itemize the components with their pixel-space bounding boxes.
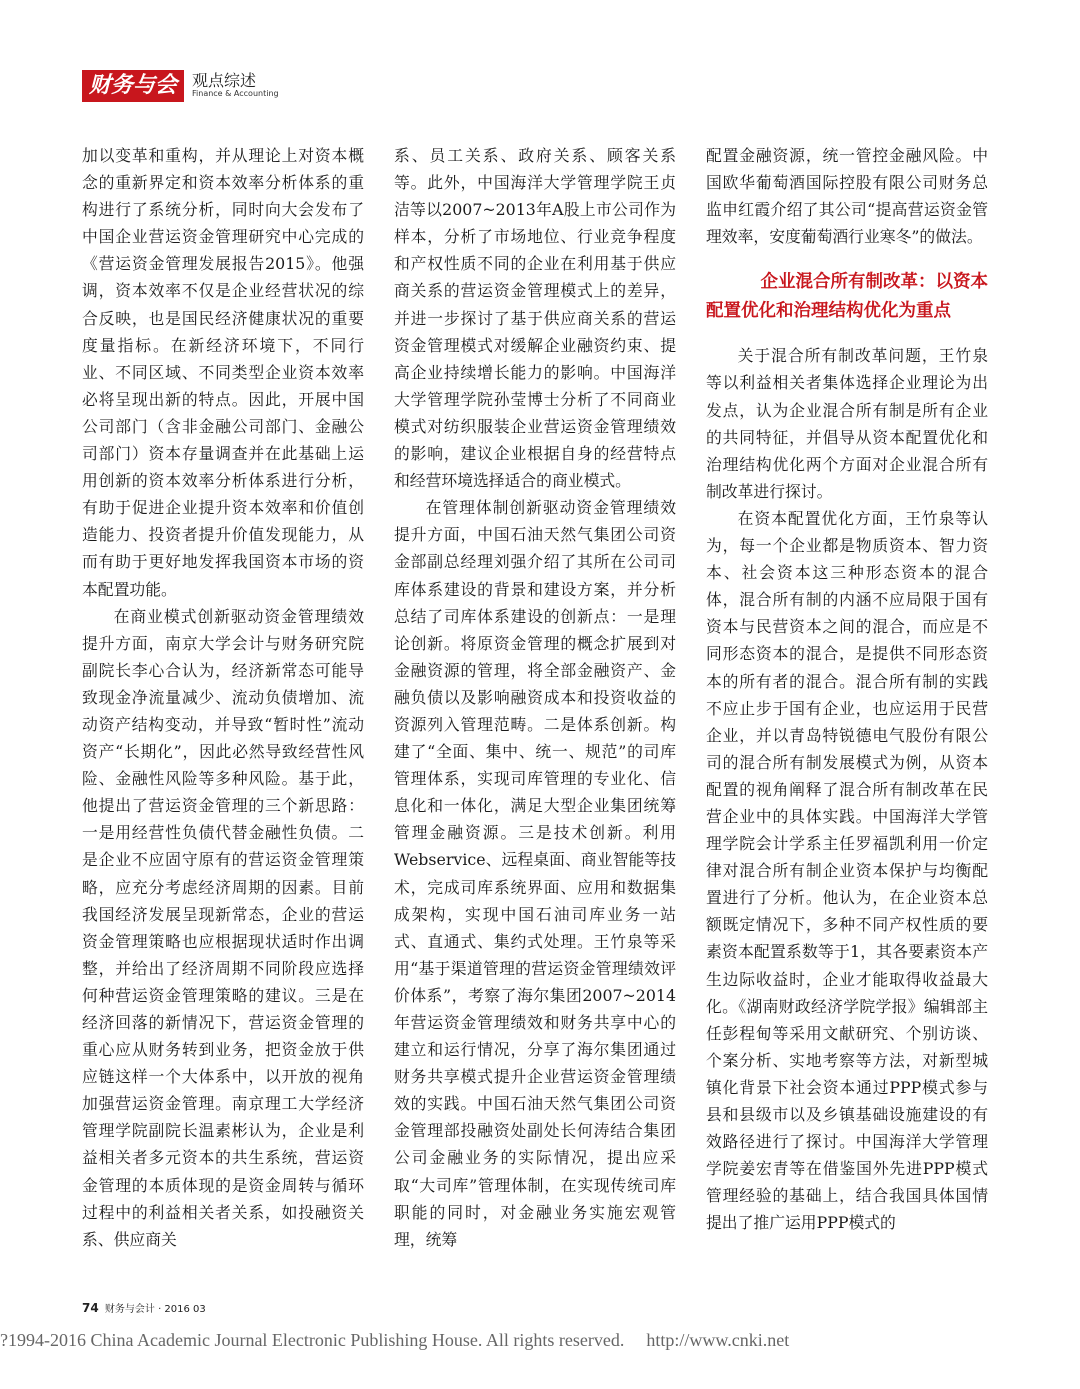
journal-header: [82, 70, 382, 130]
section-title: 观点综述: [192, 71, 257, 90]
section-subheading: [706, 268, 988, 326]
paragraph: 系、员工关系、政府关系、顾客关系等。此外，中国海洋大学管理学院王贞洁等以2007~2013年A股上市公司作为样本，分析了市场地位、行业竞争程度和产权性质不同的企业在利用基于供应商关系的营运资金管理模式上的差异，并进一步探讨了基于供应商关系的营运资金管理模式对缓解企业融资约束、提高企业持续增长能力的影响。中国海洋大学管理学院孙莹博士分析了不同商业模式对纺织服装企业营运资金管理绩效的影响，建议企业根据自身的经营特点和经营环境选择适合的商业模式。: [394, 146, 676, 491]
paragraph: 配置金融资源，统一管控金融风险。中国欧华葡萄酒国际控股有限公司财务总监申红霞介绍了其公司“提高营运资金管理效率，安度葡萄酒行业寒冬”的做法。: [706, 146, 988, 247]
text-column-1: [82, 142, 364, 1253]
copyright-watermark: [0, 1330, 1080, 1351]
copyright-text: ?1994-2016 China Academic Journal Electronic Publishing House. All rights reserved.: [0, 1330, 625, 1350]
paragraph: 在商业模式创新驱动资金管理绩效提升方面，南京大学会计与财务研究院副院长李心合认为，经济新常态可能导致现金净流量减少、流动负债增加、流动资产结构变动，并导致“暂时性”流动资产“长期化”，因此必然导致经营性风险、金融性风险等多种风险。基于此，他提出了营运资金管理的三个新思路：一是用经营性负债代替金融性负债。二是企业不应固守原有的营运资金管理策略，应充分考虑经济周期的因素。目前我国经济发展呈现新常态，企业的营运资金管理策略也应根据现状适时作出调整，并给出了经济周期不同阶段应选择何种营运资金管理策略的建议。三是在经济回落的新情况下，营运资金管理的重心应从财务转到业务，把资金放于供应链这样一个大体系中，以开放的视角加强营运资金管理。南京理工大学经济管理学院副院长温素彬认为，企业是利益相关者多元资本的共生系统，营运资金管理的本质体现的是资金周转与循环过程中的利益相关者关系，如投融资关系、供应商关: [82, 606, 364, 1249]
journal-logo: 财务与会计: [82, 70, 184, 102]
subheading-line-2: 配置优化和治理结构优化为重点: [706, 301, 951, 322]
paragraph: 在管理体制创新驱动资金管理绩效提升方面，中国石油天然气集团公司资金部副总经理刘强介绍了其所在公司司库体系建设的背景和建设方案，并分析总结了司库体系建设的创新点：一是理论创新。将原资金管理的概念扩展到对金融资源的管理，将全部金融资产、金融负债以及影响融资成本和投资收益的资源列入管理范畴。二是体系创新。构建了“全面、集中、统一、规范”的司库管理体系，实现司库管理的专业化、信息化和一体化，满足大型企业集团统筹管理金融资源。三是技术创新。利用Webservice、远程桌面、商业智能等技术，完成司库系统界面、应用和数据集成架构，实现中国石油司库业务一站式、直通式、集约式处理。王竹泉等采用“基于渠道管理的营运资金管理绩效评价体系”，考察了海尔集团2007~2014年营运资金管理绩效和财务共享中心的建立和运行情况，分享了海尔集团通过财务共享模式提升企业营运资金管理绩效的实践。中国石油天然气集团公司资金管理部投融资处副处长何涛结合集团公司金融业务的实际情况，提出应采取“大司库”管理体制，在实现传统司库职能的同时，对金融业务实施宏观管理，统筹: [394, 498, 676, 1249]
page-footer: [82, 1300, 206, 1315]
subheading-line-1: 企业混合所有制改革：以资本: [760, 272, 988, 293]
paragraph: 关于混合所有制改革问题，王竹泉等以利益相关者集体选择企业理论为出发点，认为企业混合所有制是所有企业的共同特征，并倡导从资本配置优化和治理结构优化两个方面对企业混合所有制改革进行探讨。: [706, 346, 988, 501]
section-title-en: Finance & Accounting: [192, 89, 279, 98]
page-number: 74: [82, 1301, 99, 1315]
paragraph: 加以变革和重构，并从理论上对资本概念的重新界定和资本效率分析体系的重构进行了系统分析，同时向大会发布了中国企业营运资金管理研究中心完成的《营运资金管理发展报告2015》。他强调，资本效率不仅是企业经营状况的综合反映，也是国民经济健康状况的重要度量指标。在新经济环境下，不同行业、不同区域、不同类型企业资本效率必将呈现出新的特点。因此，开展中国公司部门（含非金融公司部门、金融公司部门）资本存量调查并在此基础上运用创新的资本效率分析体系进行分析，有助于促进企业提升资本效率和价值创造能力、投资者提升价值发现能力，从而有助于更好地发挥我国资本市场的资本配置功能。: [82, 146, 364, 599]
text-column-3: [706, 142, 988, 1236]
paragraph: 在资本配置优化方面，王竹泉等认为，每一个企业都是物质资本、智力资本、社会资本这三种形态资本的混合体，混合所有制的内涵不应局限于国有资本与民营资本之间的混合，而应是不同形态资本的混合，是提供不同形态资本的所有者的混合。混合所有制的实践不应止步于国有企业，也应运用于民营企业，并以青岛特锐德电气股份有限公司的混合所有制发展模式为例，从资本配置的视角阐释了混合所有制改革在民营企业中的具体实践。中国海洋大学管理学院会计学系主任罗福凯利用一价定律对混合所有制企业资本保护与均衡配置进行了分析。他认为，在企业资本总额既定情况下，多种不同产权性质的要素资本配置系数等于1，其各要素资本产生边际收益时，企业才能取得收益最大化。《湖南财政经济学院学报》编辑部主任彭程甸等采用文献研究、个别访谈、个案分析、实地考察等方法，对新型城镇化背景下社会资本通过PPP模式参与县和县级市以及乡镇基础设施建设的有效路径进行了探讨。中国海洋大学管理学院姜宏青等在借鉴国外先进PPP模式管理经验的基础上，结合我国具体国情提出了推广运用PPP模式的: [706, 508, 988, 1233]
journal-issue: 财务与会计 · 2016 03: [104, 1304, 206, 1315]
cnki-url: http://www.cnki.net: [646, 1330, 790, 1350]
text-column-2: [394, 142, 676, 1253]
